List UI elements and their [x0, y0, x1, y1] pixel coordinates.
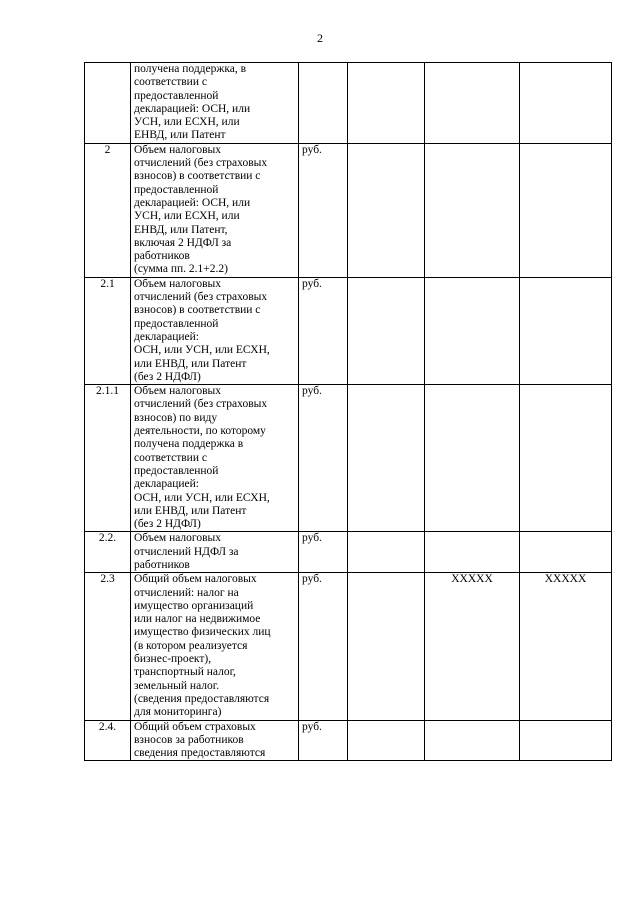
indicator-name-cell: [131, 143, 299, 277]
value-cell-2: [425, 63, 520, 144]
table-row: [85, 63, 612, 144]
indicator-name-line: декларацией:: [134, 478, 200, 491]
indicator-name-line: предоставленной: [134, 183, 219, 196]
indicator-name-line: взносов) в соответствии с: [134, 304, 261, 317]
table-row: [85, 532, 612, 573]
indicator-name-line: декларацией: ОСН, или: [134, 196, 251, 209]
value-cell-1: [348, 385, 425, 532]
unit-cell: [299, 63, 348, 144]
indicator-name-line: включая 2 НДФЛ за: [134, 236, 232, 249]
value-cell-3: [520, 720, 612, 761]
indicator-name-line: (сведения предоставляются: [134, 692, 270, 705]
indicator-name-line: соответствии с: [134, 76, 207, 89]
unit-cell: руб.: [299, 277, 348, 384]
value-cell-3: [520, 143, 612, 277]
indicator-name-line: земельный налог.: [134, 679, 220, 692]
indicator-name-line: взносов) по виду: [134, 411, 218, 424]
indicator-name-line: УСН, или ЕСХН, или: [134, 210, 240, 223]
unit-cell: руб.: [299, 532, 348, 573]
value-cell-2: XXXXX: [425, 573, 520, 720]
indicator-name-line: отчислений: налог на: [134, 586, 239, 599]
value-cell-1: [348, 143, 425, 277]
indicator-name-line: Объем налоговых: [134, 277, 222, 290]
indicator-name-line: Объем налоговых: [134, 385, 222, 398]
value-cell-2: [425, 720, 520, 761]
value-cell-1: [348, 532, 425, 573]
value-cell-2: [425, 532, 520, 573]
indicator-name-line: (в котором реализуется: [134, 639, 248, 652]
row-number-cell: 2.1.1: [85, 385, 131, 532]
row-number-cell: 2.3: [85, 573, 131, 720]
indicators-table: [84, 62, 612, 761]
indicator-name-cell: [131, 277, 299, 384]
indicator-name-line: отчислений НДФЛ за: [134, 545, 239, 558]
indicator-name-line: взносов за работников: [134, 733, 244, 746]
indicator-name-line: работников: [134, 558, 190, 571]
value-cell-1: [348, 720, 425, 761]
indicator-name-line: предоставленной: [134, 464, 219, 477]
indicator-name-line: Объем налоговых: [134, 532, 222, 545]
table-row: [85, 277, 612, 384]
table-row: [85, 385, 612, 532]
indicator-name-line: сведения предоставляются: [134, 747, 266, 760]
value-cell-3: [520, 63, 612, 144]
value-cell-2: [425, 143, 520, 277]
indicator-name-line: Объем налоговых: [134, 143, 222, 156]
indicator-name-line: получена поддержка, в: [134, 63, 247, 75]
unit-cell: руб.: [299, 385, 348, 532]
indicator-name-cell: [131, 532, 299, 573]
value-cell-1: [348, 63, 425, 144]
table-row: [85, 573, 612, 720]
indicator-name-line: или ЕНВД, или Патент: [134, 357, 247, 370]
indicator-name-line: декларацией: ОСН, или: [134, 102, 251, 115]
indicator-name-line: (без 2 НДФЛ): [134, 370, 201, 383]
indicator-name-line: или налог на недвижимое: [134, 613, 261, 626]
indicator-name-line: бизнес-проект),: [134, 653, 212, 666]
row-number-cell: 2.4.: [85, 720, 131, 761]
indicator-name-line: (сумма пп. 2.1+2.2): [134, 263, 228, 276]
table-row: [85, 720, 612, 761]
indicator-name-line: взносов) в соответствии с: [134, 170, 261, 183]
indicator-name-line: для мониторинга): [134, 706, 222, 719]
indicator-name-line: транспортный налог,: [134, 666, 236, 679]
value-cell-3: [520, 277, 612, 384]
indicator-name-cell: [131, 63, 299, 144]
indicator-name-line: Общий объем страховых: [134, 720, 256, 733]
indicator-name-line: получена поддержка в: [134, 438, 244, 451]
row-number-cell: 2.2.: [85, 532, 131, 573]
indicator-name-line: (без 2 НДФЛ): [134, 518, 201, 531]
value-cell-1: [348, 277, 425, 384]
indicator-name-line: декларацией:: [134, 330, 200, 343]
indicator-name-line: имущество физических лиц: [134, 626, 271, 639]
indicator-name-line: соответствии с: [134, 451, 207, 464]
indicator-name-line: ОСН, или УСН, или ЕСХН,: [134, 344, 270, 357]
indicator-name-line: ЕНВД, или Патент: [134, 129, 226, 142]
indicator-name-line: отчислений (без страховых: [134, 157, 268, 170]
indicator-name-cell: [131, 573, 299, 720]
unit-cell: руб.: [299, 720, 348, 761]
value-cell-2: [425, 385, 520, 532]
indicator-name-line: или ЕНВД, или Патент: [134, 504, 247, 517]
page-number: 2: [317, 31, 323, 45]
value-cell-3: XXXXX: [520, 573, 612, 720]
indicator-name-line: имущество организаций: [134, 599, 254, 612]
indicator-name-line: работников: [134, 250, 190, 263]
value-cell-2: [425, 277, 520, 384]
indicator-name-line: УСН, или ЕСХН, или: [134, 116, 240, 129]
indicator-name-line: предоставленной: [134, 317, 219, 330]
indicator-name-line: ОСН, или УСН, или ЕСХН,: [134, 491, 270, 504]
indicator-name-cell: [131, 720, 299, 761]
row-number-cell: 2.1: [85, 277, 131, 384]
row-number-cell: 2: [85, 143, 131, 277]
table-row: [85, 143, 612, 277]
value-cell-3: [520, 385, 612, 532]
indicator-name-line: отчислений (без страховых: [134, 291, 268, 304]
row-number-cell: [85, 63, 131, 144]
indicator-name-line: предоставленной: [134, 89, 219, 102]
value-cell-3: [520, 532, 612, 573]
unit-cell: руб.: [299, 573, 348, 720]
indicator-name-line: ЕНВД, или Патент,: [134, 223, 228, 236]
indicator-name-line: отчислений (без страховых: [134, 398, 268, 411]
indicator-name-cell: [131, 385, 299, 532]
indicator-name-line: Общий объем налоговых: [134, 573, 257, 586]
unit-cell: руб.: [299, 143, 348, 277]
value-cell-1: [348, 573, 425, 720]
indicator-name-line: деятельности, по которому: [134, 425, 266, 438]
